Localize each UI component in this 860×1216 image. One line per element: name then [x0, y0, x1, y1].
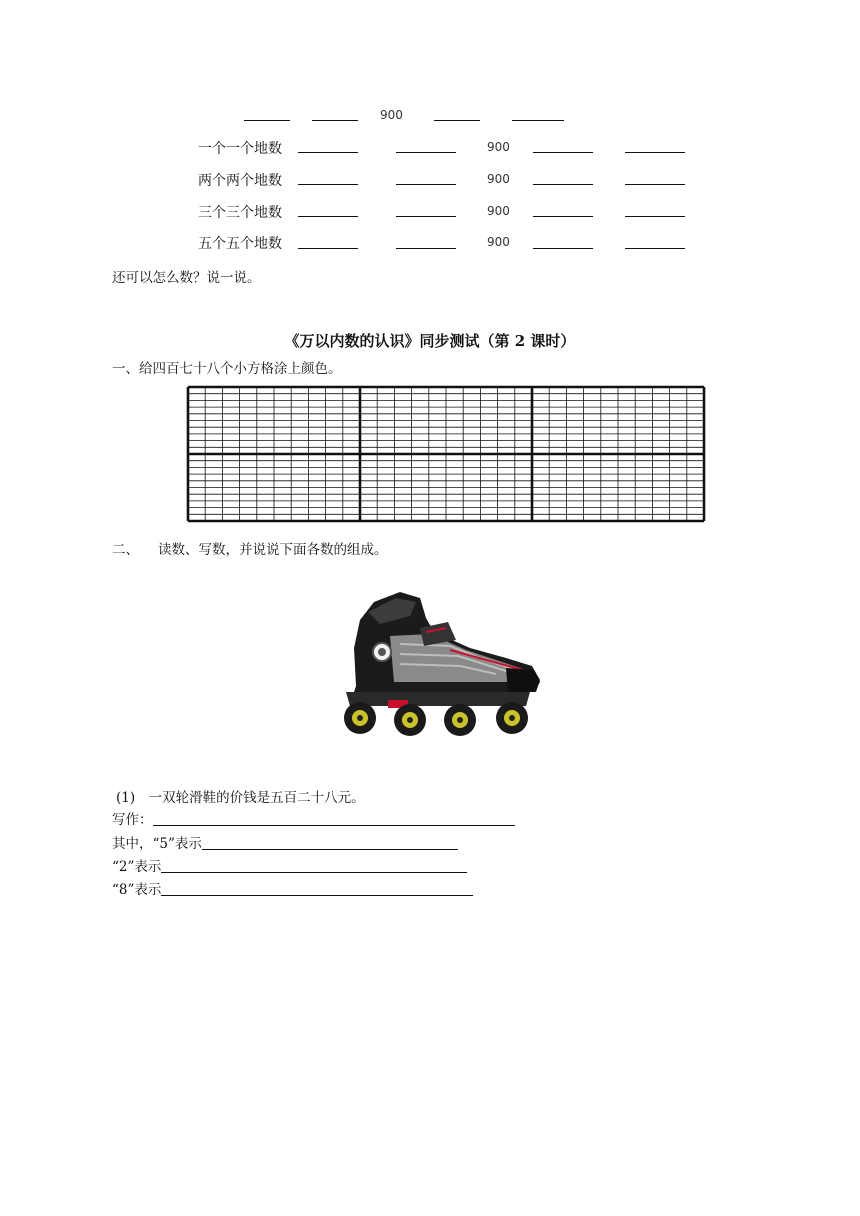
two-label: “2”表示	[112, 859, 162, 875]
answer-blank[interactable]	[625, 152, 685, 153]
answer-blank[interactable]	[625, 216, 685, 217]
answer-blank[interactable]	[625, 248, 685, 249]
row-label: 一个一个地数	[198, 141, 282, 157]
answer-blank[interactable]	[625, 184, 685, 185]
answer-blank[interactable]	[533, 184, 593, 185]
write-answer-blank[interactable]	[153, 811, 515, 826]
answer-blank[interactable]	[396, 152, 456, 153]
eight-answer-blank[interactable]	[161, 881, 473, 896]
answer-blank[interactable]	[434, 120, 480, 121]
write-label: 写作：	[112, 812, 153, 828]
question-1: (1) 一双轮滑鞋的价钱是五百二十八元。	[116, 790, 365, 806]
eight-line	[112, 878, 473, 898]
answer-blank[interactable]	[512, 120, 564, 121]
given-number: 900	[380, 108, 403, 122]
given-number: 900	[487, 235, 510, 249]
answer-blank[interactable]	[533, 248, 593, 249]
answer-blank[interactable]	[298, 184, 358, 185]
five-label: 其中，“5”表示	[112, 836, 202, 852]
answer-blank[interactable]	[298, 216, 358, 217]
five-line	[112, 832, 458, 852]
section2-heading-number: 二、	[112, 542, 139, 558]
section1-heading: 一、给四百七十八个小方格涂上颜色。	[112, 361, 342, 377]
coloring-grid[interactable]	[186, 385, 706, 523]
answer-blank[interactable]	[533, 216, 593, 217]
two-line	[112, 855, 467, 875]
given-number: 900	[487, 140, 510, 154]
row-label: 五个五个地数	[198, 236, 282, 252]
inline-skate-icon	[330, 588, 554, 746]
answer-blank[interactable]	[298, 248, 358, 249]
given-number: 900	[487, 204, 510, 218]
eight-label: “8”表示	[112, 882, 162, 898]
answer-blank[interactable]	[244, 120, 290, 121]
answer-blank[interactable]	[396, 248, 456, 249]
five-answer-blank[interactable]	[202, 835, 458, 850]
row-label: 三个三个地数	[198, 205, 282, 221]
answer-blank[interactable]	[298, 152, 358, 153]
counting-question: 还可以怎么数？说一说。	[112, 270, 261, 286]
answer-blank[interactable]	[312, 120, 358, 121]
answer-blank[interactable]	[396, 184, 456, 185]
two-answer-blank[interactable]	[161, 858, 467, 873]
row-label: 两个两个地数	[198, 173, 282, 189]
section2-heading: 读数、写数，并说说下面各数的组成。	[158, 542, 388, 558]
answer-blank[interactable]	[533, 152, 593, 153]
write-line	[112, 808, 515, 828]
page-title: 《万以内数的认识》同步测试（第 2 课时）	[284, 332, 576, 350]
answer-blank[interactable]	[396, 216, 456, 217]
given-number: 900	[487, 172, 510, 186]
